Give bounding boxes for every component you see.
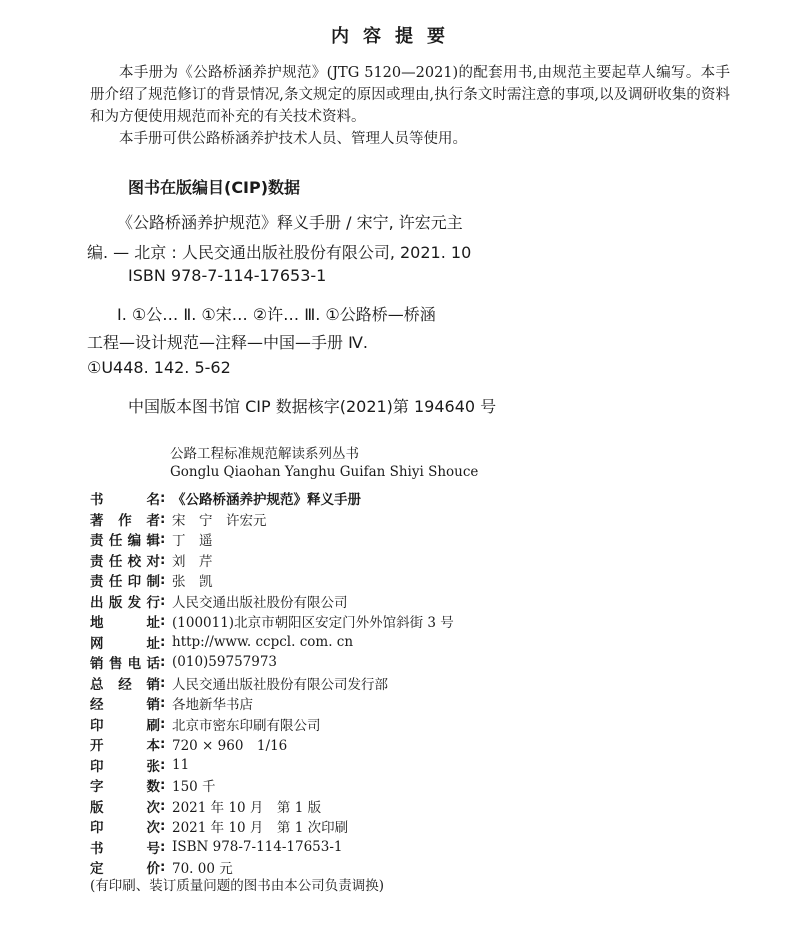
detail-value: ISBN 978-7-114-17653-1 xyxy=(172,838,343,855)
cip-line: 《公路桥涵养护规范》释义手册 / 宋宁, 许宏元主 xyxy=(117,213,463,232)
detail-colon: : xyxy=(160,777,166,794)
detail-colon: : xyxy=(160,531,166,548)
detail-colon: : xyxy=(160,756,166,773)
detail-row xyxy=(90,509,710,530)
detail-row xyxy=(90,673,710,694)
detail-value: 2021 年 10 月 第 1 版 xyxy=(172,799,322,816)
detail-value: 人民交通出版社股份有限公司发行部 xyxy=(172,676,388,693)
detail-value: 150 千 xyxy=(172,779,216,796)
detail-label: 开本 xyxy=(90,738,160,755)
intro-paragraph: 本手册为《公路桥涵养护规范》(JTG 5120—2021)的配套用书,由规范主要起草人编写。本手册介绍了规范修订的背景情况,条文规定的原因或理由,执行条文时需注意的事项,以及调研收集的资料和为方便使用规范而补充的有关技术资料。 xyxy=(90,65,730,125)
detail-row xyxy=(90,796,710,817)
cip-line: ISBN 978-7-114-17653-1 xyxy=(128,266,327,285)
cip-line: 中国版本图书馆 CIP 数据核字(2021)第 194640 号 xyxy=(128,397,497,416)
detail-value: (010)59757973 xyxy=(172,654,278,671)
detail-row xyxy=(90,632,710,653)
detail-value: 张 凯 xyxy=(172,574,213,591)
detail-label: 总经销 xyxy=(90,676,160,693)
cip-line: Ⅰ. ①公… Ⅱ. ①宋… ②许… Ⅲ. ①公路桥—桥涵 xyxy=(117,305,436,324)
detail-value: (100011)北京市朝阳区安定门外外馆斜街 3 号 xyxy=(172,615,454,632)
detail-value: 2021 年 10 月 第 1 次印刷 xyxy=(172,820,349,837)
detail-row xyxy=(90,775,710,796)
detail-label: 经销 xyxy=(90,697,160,714)
detail-label: 印张 xyxy=(90,758,160,775)
cip-line: 工程—设计规范—注释—中国—手册 Ⅳ. xyxy=(87,333,368,352)
publication-details xyxy=(90,488,710,878)
detail-colon: : xyxy=(160,633,166,650)
series-name: 公路工程标准规范解读系列丛书 xyxy=(170,446,359,462)
detail-row xyxy=(90,693,710,714)
detail-label: 版次 xyxy=(90,799,160,816)
cip-title: 图书在版编目(CIP)数据 xyxy=(128,178,301,197)
detail-colon: : xyxy=(160,736,166,753)
page-heading: 内容提要 xyxy=(331,26,459,47)
detail-row xyxy=(90,611,710,632)
detail-value: 人民交通出版社股份有限公司 xyxy=(172,594,348,611)
intro-paragraph: 本手册可供公路桥涵养护技术人员、管理人员等使用。 xyxy=(119,131,467,147)
detail-value: 70. 00 元 xyxy=(172,861,233,878)
intro-section xyxy=(90,62,730,150)
detail-label: 印刷 xyxy=(90,717,160,734)
detail-colon: : xyxy=(160,551,166,568)
detail-colon: : xyxy=(160,510,166,527)
detail-row xyxy=(90,816,710,837)
detail-label: 字数 xyxy=(90,779,160,796)
detail-value: 丁 遥 xyxy=(172,533,213,550)
detail-row xyxy=(90,529,710,550)
detail-label: 地址 xyxy=(90,615,160,632)
detail-colon: : xyxy=(160,797,166,814)
detail-row xyxy=(90,652,710,673)
detail-value: 宋 宁 许宏元 xyxy=(172,512,267,529)
detail-value: 11 xyxy=(172,756,190,773)
detail-row xyxy=(90,837,710,858)
detail-value: 《公路桥涵养护规范》释义手册 xyxy=(172,492,361,509)
detail-colon: : xyxy=(160,859,166,876)
detail-colon: : xyxy=(160,654,166,671)
detail-value: http://www. ccpcl. com. cn xyxy=(172,633,354,650)
series-pinyin: Gonglu Qiaohan Yanghu Guifan Shiyi Shouce xyxy=(170,464,479,480)
detail-value: 北京市密东印刷有限公司 xyxy=(172,717,321,734)
cip-line: 编. — 北京 : 人民交通出版社股份有限公司, 2021. 10 xyxy=(87,243,472,262)
detail-label: 责任印制 xyxy=(90,574,160,591)
detail-label: 印次 xyxy=(90,820,160,837)
detail-label: 出版发行 xyxy=(90,594,160,611)
detail-colon: : xyxy=(160,695,166,712)
detail-value: 刘 芹 xyxy=(172,553,213,570)
detail-label: 书名 xyxy=(90,492,160,509)
detail-label: 销售电话 xyxy=(90,656,160,673)
detail-colon: : xyxy=(160,592,166,609)
detail-label: 著作者 xyxy=(90,512,160,529)
detail-colon: : xyxy=(160,674,166,691)
detail-row xyxy=(90,570,710,591)
detail-row xyxy=(90,550,710,571)
detail-row xyxy=(90,591,710,612)
detail-colon: : xyxy=(160,613,166,630)
cip-line: ①U448. 142. 5-62 xyxy=(87,358,231,377)
detail-label: 责任校对 xyxy=(90,553,160,570)
detail-colon: : xyxy=(160,715,166,732)
detail-value: 720 × 960 1/16 xyxy=(172,738,288,755)
detail-row xyxy=(90,488,710,509)
detail-row xyxy=(90,755,710,776)
detail-label: 网址 xyxy=(90,635,160,652)
footer-note: (有印刷、装订质量问题的图书由本公司负责调换) xyxy=(90,878,385,894)
detail-colon: : xyxy=(160,818,166,835)
detail-label: 责任编辑 xyxy=(90,533,160,550)
detail-row xyxy=(90,714,710,735)
detail-colon: : xyxy=(160,490,166,507)
detail-label: 书号 xyxy=(90,840,160,857)
detail-label: 定价 xyxy=(90,861,160,878)
detail-colon: : xyxy=(160,572,166,589)
detail-value: 各地新华书店 xyxy=(172,697,253,714)
detail-row xyxy=(90,734,710,755)
detail-colon: : xyxy=(160,838,166,855)
